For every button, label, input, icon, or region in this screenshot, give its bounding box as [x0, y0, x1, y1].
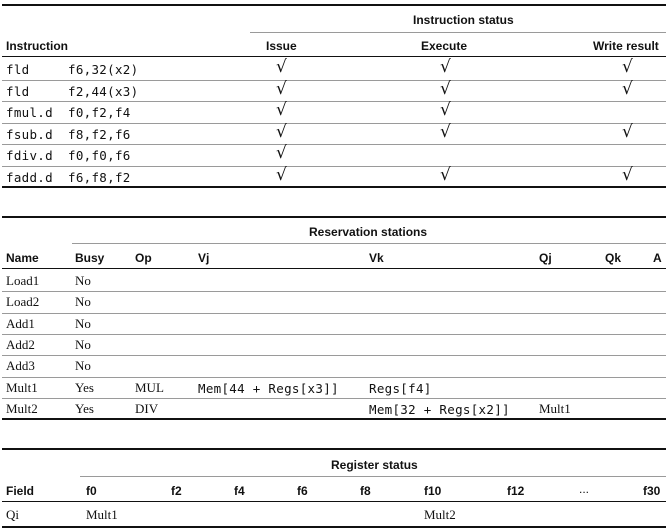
rs-name: Add1	[6, 315, 35, 331]
rs-vk: Regs[f4]	[369, 380, 432, 396]
row-divider	[2, 80, 666, 81]
register-qi-f10: Mult2	[424, 507, 456, 522]
rs-title: Reservation stations	[309, 225, 428, 239]
instruction-args: f0,f0,f6	[68, 148, 131, 163]
rs-header-busy: Busy	[75, 251, 105, 265]
row-divider	[2, 123, 666, 124]
issue-check-mark: √	[276, 78, 287, 99]
header-rule	[2, 56, 666, 57]
write-check-mark: √	[622, 164, 633, 185]
register-qi-f0: Mult1	[86, 507, 118, 522]
row-divider	[2, 355, 666, 356]
instruction-op: fsub.d	[6, 126, 53, 142]
register-header-f4: f4	[234, 484, 245, 498]
rs-busy: No	[75, 294, 91, 310]
instruction-op: fdiv.d	[6, 148, 53, 163]
rs-header-vk: Vk	[369, 251, 384, 265]
col-header-instruction: Instruction	[6, 39, 68, 53]
register-header-f2: f2	[171, 484, 182, 498]
instruction-status-title: Instruction status	[413, 13, 514, 27]
row-divider	[2, 144, 666, 145]
instruction-op: fmul.d	[6, 105, 53, 120]
register-header-f6: f6	[297, 484, 308, 498]
rs-name: Mult1	[6, 379, 38, 395]
reg-title: Register status	[331, 458, 418, 472]
reg-title-underline	[80, 476, 666, 477]
rs-name: Load1	[6, 273, 40, 288]
register-header-f12: f12	[507, 484, 525, 498]
register-header-f30: f30	[643, 484, 661, 498]
row-divider	[2, 398, 666, 399]
row-divider	[2, 291, 666, 292]
issue-check-mark: √	[276, 57, 287, 77]
bottom-rule	[2, 186, 666, 188]
execute-check-mark: √	[440, 121, 451, 142]
rs-top-rule	[2, 216, 666, 218]
col-header-execute: Execute	[421, 39, 468, 53]
reg-top-rule	[2, 448, 666, 450]
execute-check-mark: √	[440, 57, 451, 77]
rs-qj: Mult1	[539, 400, 571, 416]
write-check-mark: √	[622, 121, 633, 142]
rs-title-underline	[72, 243, 666, 244]
rs-name: Add3	[6, 358, 35, 374]
rs-busy: No	[75, 358, 91, 374]
instruction-args: f6,32(x2)	[68, 62, 139, 77]
rs-bottom-rule	[2, 418, 666, 420]
rs-name: Load2	[6, 294, 40, 310]
title-underline	[250, 32, 666, 33]
rs-header-qj: Qj	[539, 251, 552, 265]
rs-header-vj: Vj	[198, 251, 210, 265]
execute-check-mark: √	[440, 100, 451, 120]
col-header-issue: Issue	[266, 39, 297, 53]
issue-check-mark: √	[276, 100, 287, 120]
rs-header-name: Name	[6, 251, 39, 265]
register-header-f0: f0	[86, 484, 97, 498]
rs-busy: Yes	[75, 379, 94, 395]
rs-busy: No	[75, 336, 91, 352]
execute-check-mark: √	[440, 78, 451, 99]
issue-check-mark: √	[276, 143, 287, 163]
execute-check-mark: √	[440, 164, 451, 185]
rs-header-op: Op	[135, 251, 152, 265]
rs-busy: No	[75, 315, 91, 331]
rs-header-qk: Qk	[605, 251, 622, 265]
col-header-write-result: Write result	[593, 39, 659, 53]
row-divider	[2, 377, 666, 378]
instruction-op: fld	[6, 83, 30, 99]
instruction-args: f2,44(x3)	[68, 83, 139, 99]
row-divider	[2, 166, 666, 167]
instruction-args: f8,f2,f6	[68, 126, 131, 142]
top-rule	[2, 4, 666, 6]
rs-name: Add2	[6, 336, 35, 352]
register-header-f10: f10	[424, 484, 442, 498]
reg-header-rule	[2, 501, 666, 502]
rs-header-a: A	[653, 251, 662, 265]
register-header-ellipsis: ...	[579, 482, 590, 496]
instruction-args: f6,f8,f2	[68, 169, 131, 185]
rs-op: MUL	[135, 379, 164, 395]
rs-op: DIV	[135, 400, 159, 416]
instruction-op: fadd.d	[6, 169, 53, 185]
reg-bottom-rule	[2, 526, 666, 528]
issue-check-mark: √	[276, 121, 287, 142]
issue-check-mark: √	[276, 164, 287, 185]
register-header-f8: f8	[360, 484, 371, 498]
row-divider	[2, 101, 666, 102]
rs-busy: No	[75, 273, 91, 288]
row-divider	[2, 313, 666, 314]
write-check-mark: √	[622, 78, 633, 99]
instruction-args: f0,f2,f4	[68, 105, 131, 120]
rs-vk: Mem[32 + Regs[x2]]	[369, 401, 510, 417]
reg-qi-label: Qi	[6, 507, 19, 522]
write-check-mark: √	[622, 57, 633, 77]
rs-header-rule	[2, 268, 666, 269]
instruction-op: fld	[6, 62, 30, 77]
rs-name: Mult2	[6, 400, 38, 416]
row-divider	[2, 334, 666, 335]
rs-busy: Yes	[75, 400, 94, 416]
rs-vj: Mem[44 + Regs[x3]]	[198, 380, 339, 396]
reg-field-label: Field	[6, 484, 35, 498]
